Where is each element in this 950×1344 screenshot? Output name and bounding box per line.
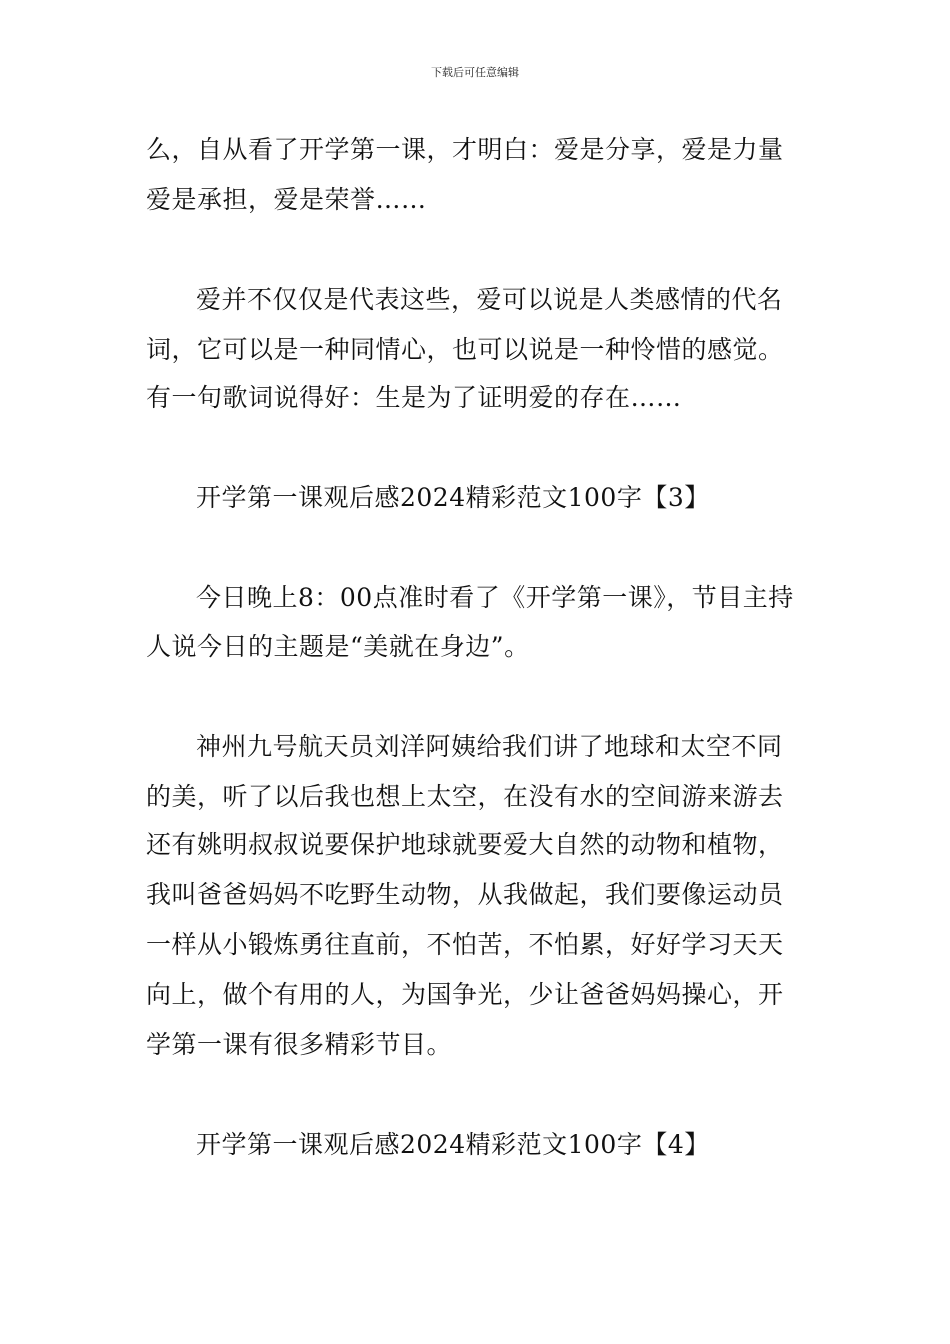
text-line: 神州九号航天员刘洋阿姨给我们讲了地球和太空不同 — [196, 732, 783, 761]
text-line: 词，它可以是一种同情心，也可以说是一种怜惜的感觉。 — [146, 335, 784, 364]
text-line: 我叫爸爸妈妈不吃野生动物，从我做起，我们要像运动员 — [146, 880, 784, 909]
text-line: 一样从小锻炼勇往直前，不怕苦，不怕累，好好学习天天 — [146, 930, 784, 959]
text-line: 今日晚上8：00点准时看了《开学第一课》，节目主持 — [196, 583, 794, 612]
text-line: 爱是承担，爱是荣誉…… — [146, 185, 427, 214]
text-line: 还有姚明叔叔说要保护地球就要爱大自然的动物和植物， — [146, 830, 784, 859]
text-line: 爱并不仅仅是代表这些，爱可以说是人类感情的代名 — [196, 285, 783, 314]
text-line: 学第一课有很多精彩节目。 — [146, 1030, 453, 1059]
text-line: 有一句歌词说得好：生是为了证明爱的存在…… — [146, 383, 682, 412]
page-header: 下载后可任意编辑 — [431, 66, 519, 79]
text-line: 么，自从看了开学第一课，才明白：爱是分享，爱是力量 — [146, 135, 784, 164]
text-line: 向上，做个有用的人，为国争光，少让爸爸妈妈操心，开 — [146, 980, 784, 1009]
section-heading: 开学第一课观后感2024精彩范文100字【3】 — [196, 483, 710, 512]
section-heading: 开学第一课观后感2024精彩范文100字【4】 — [196, 1130, 710, 1159]
text-line: 人说今日的主题是“美就在身边”。 — [146, 632, 530, 661]
text-line: 的美，听了以后我也想上太空，在没有水的空间游来游去 — [146, 782, 784, 811]
